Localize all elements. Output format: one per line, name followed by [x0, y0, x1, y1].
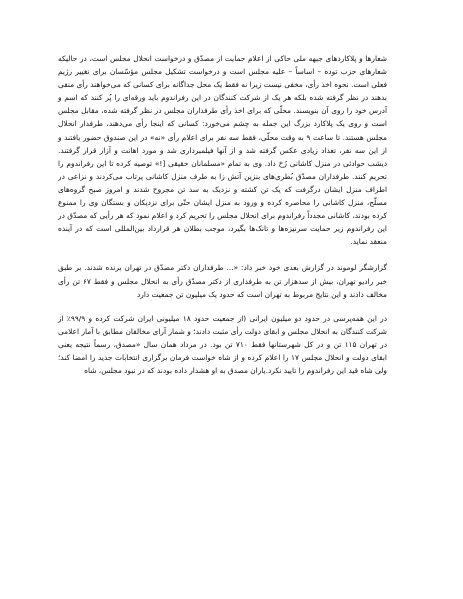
paragraph-referendum-results: در این همه‌پرسی در حدود دو میلیون ایرانی (از جمعیت حدود ۱۸ میلیونی ایران شرکت کرده و ۹۹/۹٪ از شرکت کنندگان به انحلال مجلس و ابقای دولت رأی مثبت دادند؛ و شمار آرای مخالفان مطابق با آمار اعلامی در تهران ۱۱۵ تن و در کل شهرستانها فقط ۷۱۰ تن بود. در مرداد همان سال «مصدق، رسماً نتیجه یعنی ابقای دولت و انحلال مجلس ۱۷ را اعلام کرده و از شاه خواست فرمان برگزاری انتخابات جدید را امضا کند؛ ولی شاه قید این رفراندوم را تایید نکرد.یاران مصدق به او هشدار داده بودند که در نبود مجلس، شاه — [58, 313, 387, 376]
paragraph-le-monde-report: گزارشگر لوموند در گزارش بعدی خود خبر داد: «... طرفداران دکتر مصدّق در تهران برنده شدند. بر طبق خبر رادیو تهران، بیش از سدهزار تن به طرفداری از دکتر مصدّق رأی به انحلال مجلس و فقط ۶۷ تن رأی مخالف دادند و این نتایج مربوط به تهران است که حدود یک میلیون تن جمعیت دارد — [58, 263, 387, 299]
paragraph-referendum-events: شعارها و پلاکاردهای جبهه ملی حاکی از اعلام حمایت از مصدّق و درخواست انحلال مجلس است، در حالیکه شعارهای حزب توده – اساساً – علیه مجلس است و درخواست تشکیل مجلس مؤسّسان برای تغییر رژیم فعلی است. نحوه اخذ رأی، مخفی نیست زیرا نه فقط یک محل جداگانه برای کسانی که می‌خواهند رأی منفی بدهند در نظر گرفته شده بلکه هر یک از شرکت کنندگان در این رفراندوم باید ورقه‌ای را پُر کنند که اسم و آدرس خود را روی آن بنویسند. محلّی که برای اخذ رأی طرفداران مجلس در نظر گرفته شده، مقابل مجلس است و روی یک پلاکارد بزرگ این جمله به چشم می‌خورد: کسانی که اینجا رأی می‌دهند، طرفدار انحلال مجلس هستند. تا ساعت ۹ به وقت محلّی، فقط سه نفر برای اعلام رأی «نه» در این صندوق حضور یافتند و از این سه نفر، تعداد زیادی عکس گرفته شد و از آنها فیلمبرداری شد و مورد اهانت و آزار قرار گرفتند. دیشب حوادثی در منزل کاشانی رُخ داد. وی به تمام «مسلمانان حقیقی [!» توصیه کرده تا این رفراندوم را تحریم کنند. طرفداران مصدّق بُطری‌های بنزین آتش زا به طرف منزل کاشانی پرتاب می‌کردند و نزاعی در اطراف منزل ایشان درگرفت که یک تن کشته و نزدیک به سد تن مجروح شدند و امروز صبح گروه‌های مسلّح، منزل کاشانی را محاصره کرده و ورود به منزل ایشان حتّی برای نزدیکان و بستگان وی را ممنوع کرده بودند، کاشانی مجدداً رفراندوم برای انحلال مجلس را تحریم کرد و اعلام نمود که هر رأیی که مصدّق در این رفراندوم زیر حمایت سرنیزه‌ها و تانک‌ها بگیرد، موجب بطلان هر قرارداد بین‌المللی است که در آینده منعقد نماید. — [58, 54, 387, 247]
